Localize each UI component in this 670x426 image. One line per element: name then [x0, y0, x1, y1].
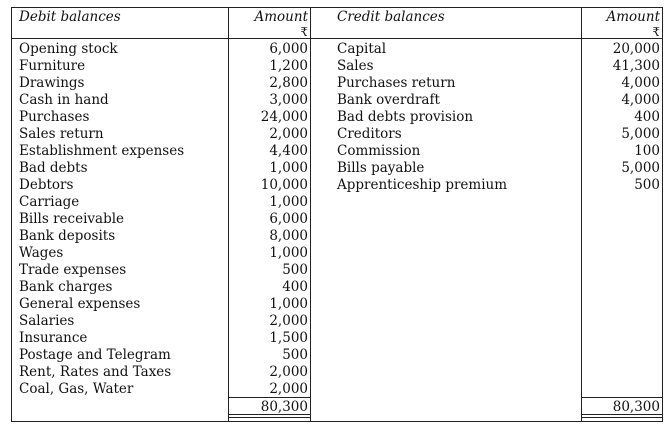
debit-amount: 400	[282, 279, 308, 295]
debit-label: Postage and Telegram	[19, 347, 171, 363]
debit-label: Bank charges	[19, 279, 113, 295]
debit-amount-header: Amount	[254, 9, 308, 25]
credit-label: Apprenticeship premium	[337, 177, 508, 193]
debit-amount: 2,000	[269, 381, 308, 397]
debit-label: Trade expenses	[19, 262, 127, 278]
debit-label: Rent, Rates and Taxes	[19, 364, 172, 380]
trial-balance-table	[11, 7, 663, 422]
credit-total: 80,300	[612, 399, 660, 415]
debit-amount: 2,000	[269, 364, 308, 380]
debit-amount: 500	[282, 262, 308, 278]
debit-amounts	[229, 41, 308, 398]
credit-amount: 5,000	[621, 160, 660, 176]
debit-amount: 8,000	[269, 228, 308, 244]
debit-label: Drawings	[19, 75, 85, 91]
debit-amount: 1,000	[269, 296, 308, 312]
debit-amount: 1,000	[269, 160, 308, 176]
credit-amounts	[582, 41, 660, 194]
credit-amount: 5,000	[621, 126, 660, 142]
credit-label: Bills payable	[337, 160, 425, 176]
credit-amount-header: Amount	[606, 9, 660, 25]
debit-label: Insurance	[19, 330, 88, 346]
debit-label: Furniture	[19, 58, 86, 74]
debit-label: Wages	[19, 245, 64, 261]
debit-amount: 4,400	[269, 143, 308, 159]
credit-currency-symbol: ₹	[652, 25, 660, 39]
debit-amount: 1,000	[269, 245, 308, 261]
debit-label: Opening stock	[19, 41, 118, 57]
credit-label: Bank overdraft	[337, 92, 440, 108]
credit-labels	[337, 41, 577, 194]
debit-amount: 2,000	[269, 126, 308, 142]
debit-amount: 500	[282, 347, 308, 363]
credit-amount: 4,000	[621, 75, 660, 91]
debit-amount: 10,000	[260, 177, 308, 193]
debit-label: Bad debts	[19, 160, 88, 176]
credit-label: Commission	[337, 143, 421, 159]
debit-label: Coal, Gas, Water	[19, 381, 134, 397]
credit-total-top-rule	[582, 397, 662, 398]
debit-label: Debtors	[19, 177, 74, 193]
debit-label: Bills receivable	[19, 211, 125, 227]
credit-label: Capital	[337, 41, 387, 57]
credit-amount: 20,000	[612, 41, 660, 57]
credit-total-double-rule	[582, 417, 662, 418]
debit-amount: 3,000	[269, 92, 308, 108]
debit-total-double-rule	[229, 417, 310, 418]
credit-label: Bad debts provision	[337, 109, 474, 125]
debit-label: Carriage	[19, 194, 80, 210]
debit-amount: 24,000	[260, 109, 308, 125]
debit-label: Establishment expenses	[19, 143, 185, 159]
column-divider	[310, 8, 311, 421]
credit-amount: 400	[634, 109, 660, 125]
debit-amount: 1,200	[269, 58, 308, 74]
debit-amount: 1,500	[269, 330, 308, 346]
debit-amount: 6,000	[269, 211, 308, 227]
debit-amount: 2,000	[269, 313, 308, 329]
credit-label: Creditors	[337, 126, 402, 142]
debit-label: Purchases	[19, 109, 90, 125]
debit-amount: 2,800	[269, 75, 308, 91]
debit-balances-header: Debit balances	[19, 9, 121, 25]
credit-amount: 100	[634, 143, 660, 159]
credit-label: Sales	[337, 58, 374, 74]
header-rule	[12, 38, 662, 39]
credit-amount: 500	[634, 177, 660, 193]
debit-currency-symbol: ₹	[300, 25, 308, 39]
debit-label: Salaries	[19, 313, 75, 329]
debit-label: Sales return	[19, 126, 104, 142]
credit-balances-header: Credit balances	[337, 9, 445, 25]
credit-amount: 4,000	[621, 92, 660, 108]
debit-total: 80,300	[260, 399, 308, 415]
credit-label: Purchases return	[337, 75, 456, 91]
debit-amount: 6,000	[269, 41, 308, 57]
debit-labels	[19, 41, 224, 398]
debit-label: Bank deposits	[19, 228, 116, 244]
debit-amount: 1,000	[269, 194, 308, 210]
debit-label: Cash in hand	[19, 92, 109, 108]
credit-amount: 41,300	[612, 58, 660, 74]
debit-label: General expenses	[19, 296, 141, 312]
